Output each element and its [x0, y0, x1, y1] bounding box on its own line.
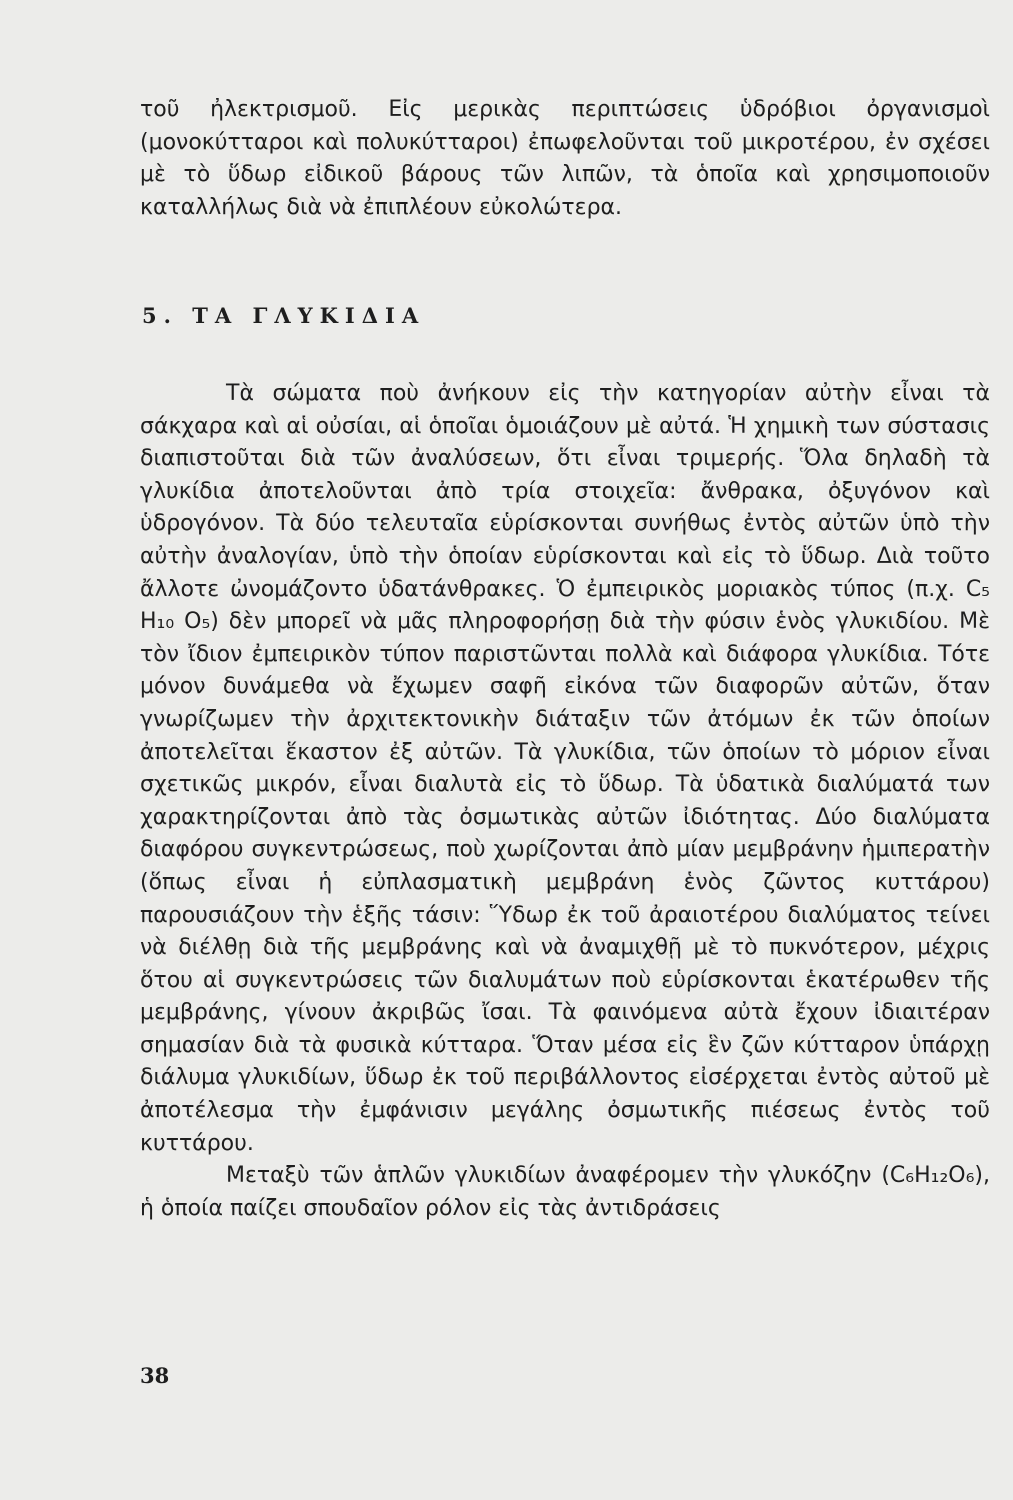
page-number: 38 — [140, 1363, 170, 1388]
intro-paragraph-block — [140, 94, 990, 224]
section-heading: 5. ΤΑ ΓΛΥΚΙΔΙΑ — [142, 303, 426, 328]
body-paragraph: Μεταξὺ τῶν ἁπλῶν γλυκιδίων ἀναφέρομεν τὴν γλυκόζην (C₆H₁₂O₆), ἡ ὁποία παίζει σπουδαῖον ρόλον εἰς τὰς ἀντιδράσεις — [140, 1163, 990, 1221]
body-paragraph: Τὰ σώματα ποὺ ἀνήκουν εἰς τὴν κατηγορίαν αὐτὴν εἶναι τὰ σάκχαρα καὶ αἱ οὐσίαι, αἱ ὁποῖαι ὁμοιάζουν μὲ αὐτά. Ἡ χημικὴ των σύστασις διαπιστοῦται διὰ τῶν ἀναλύσεων, ὅτι εἶναι τριμερής. Ὅλα δηλαδὴ τὰ γλυκίδια ἀποτελοῦνται ἀπὸ τρία στοιχεῖα: ἄνθρακα, ὀξυγόνον καὶ ὑδρογόνον. Τὰ δύο τελευταῖα εὑρίσκονται συνήθως ἐντὸς αὐτῶν ὑπὸ τὴν αὐτὴν ἀναλογίαν, ὑπὸ τὴν ὁποίαν εὑρίσκονται καὶ εἰς τὸ ὕδωρ. Διὰ τοῦτο ἄλλοτε ὠνομάζοντο ὑδατάνθρακες. Ὁ ἐμπειρικὸς μοριακὸς τύπος (π.χ. C₅ H₁₀ O₅) δὲν μπορεῖ νὰ μᾶς πληροφορήσῃ διὰ τὴν φύσιν ἑνὸς γλυκιδίου. Μὲ τὸν ἴδιον ἐμπειρικὸν τύπον παριστῶνται πολλὰ καὶ διάφορα γλυκίδια. Τότε μόνον δυνάμεθα νὰ ἔχωμεν σαφῆ εἰκόνα τῶν διαφορῶν αὐτῶν, ὅταν γνωρίζωμεν τὴν ἀρχιτεκτονικὴν διάταξιν τῶν ἀτόμων ἐκ τῶν ὁποίων ἀποτελεῖται ἕκαστον ἐξ αὐτῶν. Τὰ γλυκίδια, τῶν ὁποίων τὸ μόριον εἶναι σχετικῶς μικρόν, εἶναι διαλυτὰ εἰς τὸ ὕδωρ. Τὰ ὑδατικὰ διαλύματά των χαρακτηρίζονται ἀπὸ τὰς ὀσμωτικὰς αὐτῶν ἰδιότητας. Δύο διαλύματα διαφόρου συγκεντρώσεως, ποὺ χωρίζονται ἀπὸ μίαν μεμβράνην ἡμιπερατὴν (ὅπως εἶναι ἡ εὐπλασματικὴ μεμβράνη ἑνὸς ζῶντος κυττάρου) παρουσιάζουν τὴν ἑξῆς τάσιν: Ὕδωρ ἐκ τοῦ ἀραιοτέρου διαλύματος τείνει νὰ διέλθῃ διὰ τῆς μεμβράνης καὶ νὰ ἀναμιχθῇ μὲ τὸ πυκνότερον, μέχρις ὅτου αἱ συγκεντρώσεις τῶν διαλυμάτων ποὺ εὑρίσκονται ἑκατέρωθεν τῆς μεμβράνης, γίνουν ἀκριβῶς ἴσαι. Τὰ φαινόμενα αὐτὰ ἔχουν ἰδιαιτέραν σημασίαν διὰ τὰ φυσικὰ κύτταρα. Ὅταν μέσα εἰς ἓν ζῶν κύτταρον ὑπάρχῃ διάλυμα γλυκιδίων, ὕδωρ ἐκ τοῦ περιβάλλοντος εἰσέρχεται ἐντὸς αὐτοῦ μὲ ἀποτέλεσμα τὴν ἐμφάνισιν μεγάλης ὀσμωτικῆς πιέσεως ἐντὸς τοῦ κυττάρου. — [140, 381, 990, 1156]
section-body — [140, 378, 990, 1225]
intro-paragraph: τοῦ ἠλεκτρισμοῦ. Εἰς μερικὰς περιπτώσεις ὑδρόβιοι ὀργανισμοὶ (μονοκύτταροι καὶ πολυκύτταροι) ἐπωφελοῦνται τοῦ μικροτέρου, ἐν σχέσει μὲ τὸ ὕδωρ εἰδικοῦ βάρους τῶν λιπῶν, τὰ ὁποῖα καὶ χρησιμοποιοῦν καταλλήλως διὰ νὰ ἐπιπλέουν εὐκολώτερα. — [140, 97, 990, 220]
